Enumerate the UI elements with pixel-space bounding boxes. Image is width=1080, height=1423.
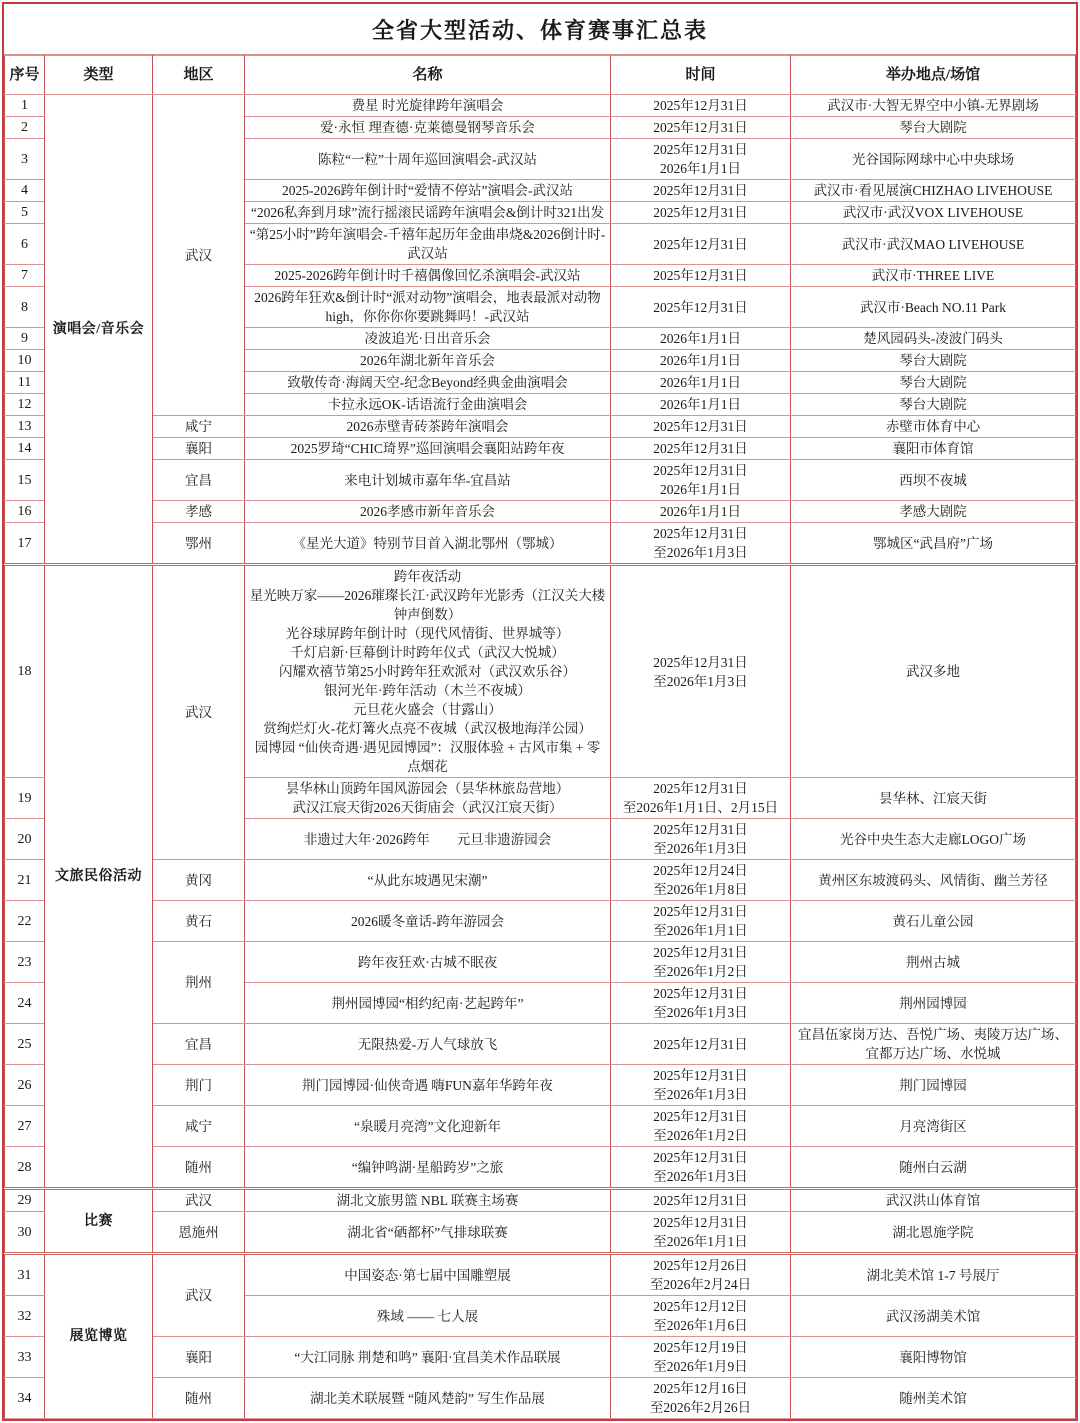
event-time-cell: 2025年12月26日 至2026年2月24日	[611, 1254, 791, 1296]
event-venue-cell: 荆州古城	[791, 942, 1076, 983]
event-name-cell: 跨年夜活动 星光映万家——2026璀璨长江·武汉跨年光影秀（江汉关大楼钟声倒数） 光谷球屏跨年倒计时（现代风情街、世界城等） 千灯启新·巨幕倒计时跨年仪式（武汉大悦城） 闪耀欢禧节第25小时跨年狂欢派对（武汉欢乐谷） 银河光年·跨年活动（木兰不夜城） 元旦花火盛会（甘露山） 赏绚烂灯火-花灯篝火点亮不夜城（武汉极地海洋公园） 园博园 “仙侠奇遇·遇见园博园”：汉服体验 + 古风市集 + 零点烟花	[245, 565, 611, 778]
region-cell: 随州	[153, 1378, 245, 1419]
row-number: 31	[5, 1254, 45, 1296]
header-row	[5, 56, 1076, 95]
row-number: 30	[5, 1212, 45, 1254]
row-number: 28	[5, 1147, 45, 1189]
table-row	[5, 416, 1076, 438]
table-row	[5, 501, 1076, 523]
type-cell: 文旅民俗活动	[45, 565, 153, 1189]
event-time-cell: 2025年12月31日	[611, 117, 791, 139]
event-time-cell: 2025年12月31日	[611, 416, 791, 438]
event-time-cell: 2025年12月12日 至2026年1月6日	[611, 1296, 791, 1337]
row-number: 10	[5, 350, 45, 372]
event-venue-cell: 湖北美术馆 1-7 号展厅	[791, 1254, 1076, 1296]
region-cell: 孝感	[153, 501, 245, 523]
row-number: 34	[5, 1378, 45, 1419]
row-number: 3	[5, 139, 45, 180]
event-time-cell: 2025年12月31日	[611, 180, 791, 202]
row-number: 32	[5, 1296, 45, 1337]
row-number: 8	[5, 287, 45, 328]
event-name-cell: “第25小时”跨年演唱会-千禧年起历年金曲串烧&2026倒计时-武汉站	[245, 224, 611, 265]
event-name-cell: 跨年夜狂欢·古城不眠夜	[245, 942, 611, 983]
event-venue-cell: 湖北恩施学院	[791, 1212, 1076, 1254]
event-time-cell: 2025年12月31日 至2026年1月1日	[611, 901, 791, 942]
event-time-cell: 2025年12月31日 至2026年1月2日	[611, 1106, 791, 1147]
event-name-cell: 费星 时光旋律跨年演唱会	[245, 95, 611, 117]
event-name-cell: “从此东坡遇见宋潮”	[245, 860, 611, 901]
event-time-cell: 2025年12月31日 至2026年1月1日、2月15日	[611, 778, 791, 819]
row-number: 29	[5, 1189, 45, 1212]
column-header-2: 地区	[153, 56, 245, 95]
region-cell: 武汉	[153, 1254, 245, 1337]
region-cell: 黄石	[153, 901, 245, 942]
event-name-cell: 来电计划城市嘉年华-宜昌站	[245, 460, 611, 501]
event-venue-cell: 荆门园博园	[791, 1065, 1076, 1106]
event-time-cell: 2025年12月31日 至2026年1月3日	[611, 1065, 791, 1106]
event-time-cell: 2025年12月31日 至2026年1月3日	[611, 565, 791, 778]
row-number: 17	[5, 523, 45, 565]
region-cell: 武汉	[153, 95, 245, 416]
event-venue-cell: 襄阳博物馆	[791, 1337, 1076, 1378]
event-name-cell: 2025-2026跨年倒计时“爱情不停站”演唱会-武汉站	[245, 180, 611, 202]
event-venue-cell: 武汉多地	[791, 565, 1076, 778]
event-time-cell: 2026年1月1日	[611, 350, 791, 372]
region-cell: 武汉	[153, 565, 245, 860]
event-time-cell: 2026年1月1日	[611, 501, 791, 523]
event-venue-cell: 琴台大剧院	[791, 372, 1076, 394]
event-name-cell: 《星光大道》特别节目首入湖北鄂州（鄂城）	[245, 523, 611, 565]
row-number: 12	[5, 394, 45, 416]
events-table-body	[5, 95, 1076, 1419]
event-time-cell: 2025年12月31日 至2026年1月3日	[611, 1147, 791, 1189]
table-row	[5, 438, 1076, 460]
region-cell: 随州	[153, 1147, 245, 1189]
event-time-cell: 2025年12月31日 2026年1月1日	[611, 139, 791, 180]
table-title: 全省大型活动、体育赛事汇总表	[4, 4, 1076, 55]
table-row	[5, 1065, 1076, 1106]
event-venue-cell: 随州白云湖	[791, 1147, 1076, 1189]
table-row	[5, 1189, 1076, 1212]
row-number: 6	[5, 224, 45, 265]
event-time-cell: 2025年12月24日 至2026年1月8日	[611, 860, 791, 901]
event-venue-cell: 宜昌伍家岗万达、吾悦广场、夷陵万达广场、宜都万达广场、水悦城	[791, 1024, 1076, 1065]
event-name-cell: 2026暖冬童话-跨年游园会	[245, 901, 611, 942]
event-time-cell: 2025年12月31日	[611, 265, 791, 287]
event-time-cell: 2025年12月31日	[611, 202, 791, 224]
table-row	[5, 1378, 1076, 1419]
row-number: 25	[5, 1024, 45, 1065]
event-name-cell: 殊域 —— 七人展	[245, 1296, 611, 1337]
type-cell: 比赛	[45, 1189, 153, 1254]
event-name-cell: 2025罗琦“CHIC琦界”巡回演唱会襄阳站跨年夜	[245, 438, 611, 460]
row-number: 18	[5, 565, 45, 778]
row-number: 2	[5, 117, 45, 139]
region-cell: 咸宁	[153, 416, 245, 438]
event-name-cell: 卡拉永远OK-话语流行金曲演唱会	[245, 394, 611, 416]
event-venue-cell: 西坝不夜城	[791, 460, 1076, 501]
event-name-cell: 非遗过大年·2026跨年 元旦非遗游园会	[245, 819, 611, 860]
row-number: 14	[5, 438, 45, 460]
event-venue-cell: 襄阳市体育馆	[791, 438, 1076, 460]
event-venue-cell: 武汉市·大智无界空中小镇-无界剧场	[791, 95, 1076, 117]
row-number: 20	[5, 819, 45, 860]
event-name-cell: 2026孝感市新年音乐会	[245, 501, 611, 523]
event-time-cell: 2026年1月1日	[611, 372, 791, 394]
event-venue-cell: 光谷中央生态大走廊LOGO广场	[791, 819, 1076, 860]
event-venue-cell: 昙华林、江宸天街	[791, 778, 1076, 819]
region-cell: 襄阳	[153, 438, 245, 460]
event-name-cell: 致敬传奇·海阔天空-纪念Beyond经典金曲演唱会	[245, 372, 611, 394]
event-name-cell: “2026私奔到月球”流行摇滚民谣跨年演唱会&倒计时321出发	[245, 202, 611, 224]
row-number: 11	[5, 372, 45, 394]
event-name-cell: 荆州园博园“相约纪南·艺起跨年”	[245, 983, 611, 1024]
table-row	[5, 565, 1076, 778]
row-number: 24	[5, 983, 45, 1024]
region-cell: 荆州	[153, 942, 245, 1024]
table-row	[5, 942, 1076, 983]
event-venue-cell: 琴台大剧院	[791, 394, 1076, 416]
event-time-cell: 2025年12月31日 至2026年1月3日	[611, 983, 791, 1024]
event-time-cell: 2025年12月31日	[611, 1189, 791, 1212]
event-time-cell: 2025年12月31日	[611, 95, 791, 117]
event-name-cell: 2025-2026跨年倒计时千禧偶像回忆杀演唱会-武汉站	[245, 265, 611, 287]
row-number: 9	[5, 328, 45, 350]
region-cell: 鄂州	[153, 523, 245, 565]
event-time-cell: 2025年12月31日 2026年1月1日	[611, 460, 791, 501]
event-venue-cell: 黄州区东坡渡码头、风情街、幽兰芳径	[791, 860, 1076, 901]
region-cell: 武汉	[153, 1189, 245, 1212]
event-venue-cell: 武汉汤湖美术馆	[791, 1296, 1076, 1337]
event-name-cell: 2026年湖北新年音乐会	[245, 350, 611, 372]
event-venue-cell: 武汉市·武汉MAO LIVEHOUSE	[791, 224, 1076, 265]
event-name-cell: 2026赤壁青砖茶跨年演唱会	[245, 416, 611, 438]
row-number: 13	[5, 416, 45, 438]
event-venue-cell: 琴台大剧院	[791, 117, 1076, 139]
event-venue-cell: 赤壁市体育中心	[791, 416, 1076, 438]
event-time-cell: 2025年12月16日 至2026年2月26日	[611, 1378, 791, 1419]
region-cell: 宜昌	[153, 460, 245, 501]
event-name-cell: 荆门园博园·仙侠奇遇 嗨FUN嘉年华跨年夜	[245, 1065, 611, 1106]
row-number: 23	[5, 942, 45, 983]
row-number: 1	[5, 95, 45, 117]
event-name-cell: “泉暖月亮湾”文化迎新年	[245, 1106, 611, 1147]
event-venue-cell: 随州美术馆	[791, 1378, 1076, 1419]
table-row	[5, 1106, 1076, 1147]
event-venue-cell: 月亮湾街区	[791, 1106, 1076, 1147]
row-number: 26	[5, 1065, 45, 1106]
event-name-cell: “大江同脉 荆楚和鸣” 襄阳·宜昌美术作品联展	[245, 1337, 611, 1378]
event-venue-cell: 武汉市·武汉VOX LIVEHOUSE	[791, 202, 1076, 224]
event-name-cell: 湖北省“硒都杯”气排球联赛	[245, 1212, 611, 1254]
row-number: 22	[5, 901, 45, 942]
table-row	[5, 95, 1076, 117]
region-cell: 咸宁	[153, 1106, 245, 1147]
region-cell: 恩施州	[153, 1212, 245, 1254]
column-header-5: 举办地点/场馆	[791, 56, 1076, 95]
event-venue-cell: 武汉市·Beach NO.11 Park	[791, 287, 1076, 328]
table-row	[5, 901, 1076, 942]
table-row	[5, 460, 1076, 501]
event-venue-cell: 荆州园博园	[791, 983, 1076, 1024]
event-venue-cell: 琴台大剧院	[791, 350, 1076, 372]
event-time-cell: 2025年12月31日 至2026年1月3日	[611, 819, 791, 860]
type-cell: 演唱会/音乐会	[45, 95, 153, 565]
row-number: 4	[5, 180, 45, 202]
events-table	[4, 55, 1076, 1419]
row-number: 19	[5, 778, 45, 819]
table-row	[5, 1024, 1076, 1065]
event-name-cell: 爱·永恒 理查德·克莱德曼钢琴音乐会	[245, 117, 611, 139]
table-row	[5, 523, 1076, 565]
row-number: 33	[5, 1337, 45, 1378]
row-number: 7	[5, 265, 45, 287]
event-time-cell: 2025年12月31日	[611, 438, 791, 460]
event-venue-cell: 楚风园码头-凌波门码头	[791, 328, 1076, 350]
event-venue-cell: 武汉市·THREE LIVE	[791, 265, 1076, 287]
column-header-1: 类型	[45, 56, 153, 95]
region-cell: 黄冈	[153, 860, 245, 901]
table-row	[5, 1147, 1076, 1189]
event-venue-cell: 光谷国际网球中心中央球场	[791, 139, 1076, 180]
region-cell: 宜昌	[153, 1024, 245, 1065]
table-row	[5, 1212, 1076, 1254]
event-name-cell: 昙华林山顶跨年国风游园会（昙华林旅岛营地） 武汉江宸天街2026天街庙会（武汉江宸天街）	[245, 778, 611, 819]
region-cell: 荆门	[153, 1065, 245, 1106]
type-cell: 展览博览	[45, 1254, 153, 1419]
event-name-cell: 无限热爱-万人气球放飞	[245, 1024, 611, 1065]
event-name-cell: 湖北文旅男篮 NBL 联赛主场赛	[245, 1189, 611, 1212]
table-row	[5, 1337, 1076, 1378]
event-time-cell: 2025年12月31日 至2026年1月1日	[611, 1212, 791, 1254]
event-name-cell: 凌波追光·日出音乐会	[245, 328, 611, 350]
table-row	[5, 860, 1076, 901]
event-name-cell: 中国姿态·第七届中国雕塑展	[245, 1254, 611, 1296]
event-time-cell: 2025年12月31日	[611, 224, 791, 265]
event-name-cell: 2026跨年狂欢&倒计时“派对动物”演唱会，地表最派对动物high，你你你你要跳舞吗！-武汉站	[245, 287, 611, 328]
region-cell: 襄阳	[153, 1337, 245, 1378]
event-name-cell: 湖北美术联展暨 “随风楚韵” 写生作品展	[245, 1378, 611, 1419]
event-venue-cell: 鄂城区“武昌府”广场	[791, 523, 1076, 565]
summary-table-frame	[2, 2, 1078, 1421]
row-number: 15	[5, 460, 45, 501]
event-venue-cell: 黄石儿童公园	[791, 901, 1076, 942]
column-header-3: 名称	[245, 56, 611, 95]
row-number: 21	[5, 860, 45, 901]
event-time-cell: 2025年12月31日 至2026年1月3日	[611, 523, 791, 565]
event-venue-cell: 武汉市·看见展演CHIZHAO LIVEHOUSE	[791, 180, 1076, 202]
event-venue-cell: 武汉洪山体育馆	[791, 1189, 1076, 1212]
event-time-cell: 2026年1月1日	[611, 394, 791, 416]
event-time-cell: 2025年12月31日 至2026年1月2日	[611, 942, 791, 983]
event-name-cell: 陈粒“一粒”十周年巡回演唱会-武汉站	[245, 139, 611, 180]
row-number: 5	[5, 202, 45, 224]
event-time-cell: 2025年12月31日	[611, 287, 791, 328]
table-row	[5, 1254, 1076, 1296]
column-header-0: 序号	[5, 56, 45, 95]
row-number: 16	[5, 501, 45, 523]
column-header-4: 时间	[611, 56, 791, 95]
event-venue-cell: 孝感大剧院	[791, 501, 1076, 523]
row-number: 27	[5, 1106, 45, 1147]
event-time-cell: 2025年12月31日	[611, 1024, 791, 1065]
event-time-cell: 2025年12月19日 至2026年1月9日	[611, 1337, 791, 1378]
event-time-cell: 2026年1月1日	[611, 328, 791, 350]
event-name-cell: “编钟鸣湖·星船跨岁”之旅	[245, 1147, 611, 1189]
